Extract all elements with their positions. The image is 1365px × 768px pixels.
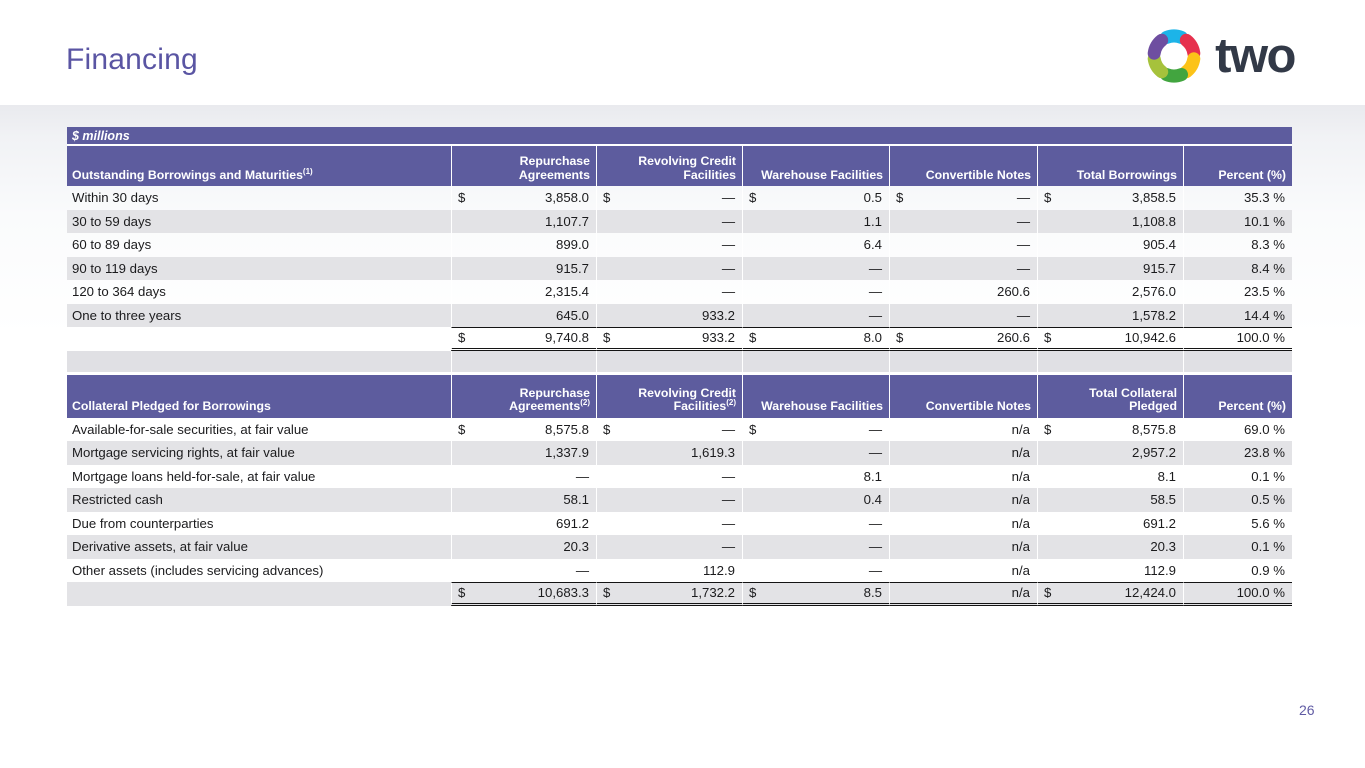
table-cell [1183,186,1292,210]
table-cell [1037,465,1183,489]
table-cell [451,327,596,351]
row-label: Due from counterparties [72,515,214,531]
table-cell [1037,559,1183,583]
table-cell [1037,257,1183,281]
column-header: Repurchase Agreements$^{(2)}$ [451,375,596,418]
table-cell [1183,441,1292,465]
table-cell [596,186,742,210]
table-row [67,418,1292,442]
table-cell [742,327,889,351]
table-cell [451,257,596,281]
table-cell [1183,465,1292,489]
cell-value: 899.0 [555,237,589,253]
table-cell [889,488,1037,512]
table-cell [1037,233,1183,257]
table-cell [742,441,889,465]
cell-value: n/a [1011,492,1030,508]
table-cell [596,304,742,328]
cell-value: — [1016,237,1030,253]
cell-value: — [1016,307,1030,323]
table-row [67,512,1292,536]
table-cell [596,441,742,465]
table-cell [1037,512,1183,536]
cell-value: 691.2 [1142,515,1176,531]
cell-value: — [575,468,589,484]
cell-value: — [868,284,882,300]
row-label: Derivative assets, at fair value [72,539,248,555]
table-spacer [67,351,1292,372]
table-cell [742,186,889,210]
column-header: Percent (%) [1183,146,1292,186]
table-cell [742,488,889,512]
dollar-sign: $ [458,585,466,601]
table-cell [889,327,1037,351]
table-cell [1183,210,1292,234]
table-cell [1183,488,1292,512]
table-row [67,186,1292,210]
dollar-sign: $ [603,421,611,437]
table-cell [596,465,742,489]
cell-value: — [721,468,735,484]
table-cell [596,559,742,583]
column-header: Warehouse Facilities [742,375,889,418]
row-label: Within 30 days [72,190,159,206]
page-number: 26 [1299,702,1315,718]
table-row [67,559,1292,583]
cell-value: 6.4 [863,237,882,253]
cell-value: 3,858.0 [545,190,589,206]
table-cell [889,559,1037,583]
table-cell [1183,535,1292,559]
cell-value: 20.3 [1150,539,1176,555]
column-header: Convertible Notes [889,146,1037,186]
dollar-sign: $ [1044,330,1052,346]
cell-value: 0.4 [863,492,882,508]
table-cell [742,304,889,328]
table-cell [889,512,1037,536]
column-header: Total Borrowings [1037,146,1183,186]
cell-value: — [721,213,735,229]
cell-value: 645.0 [555,307,589,323]
table-cell [889,186,1037,210]
units-label: $ millions [67,127,1292,146]
table-row [67,210,1292,234]
table-cell [889,465,1037,489]
cell-value: 10.1 % [1243,213,1285,229]
table-cell [1183,257,1292,281]
cell-value: — [1016,260,1030,276]
table-cell [889,257,1037,281]
dollar-sign: $ [458,190,466,206]
cell-value: — [721,260,735,276]
cell-value: n/a [1011,468,1030,484]
cell-value: 260.6 [996,330,1030,346]
table-cell [1037,418,1183,442]
column-header: Revolving Credit Facilities$^{(2)}$ [596,375,742,418]
row-label: 90 to 119 days [72,260,158,276]
cell-value: 0.5 [863,190,882,206]
table-cell [451,582,596,606]
cell-value: n/a [1011,445,1030,461]
cell-value: 260.6 [996,284,1030,300]
table-cell [889,233,1037,257]
table-cell [1183,280,1292,304]
table-cell [1183,418,1292,442]
cell-value: 0.9 % [1251,562,1285,578]
table-cell [1037,488,1183,512]
cell-value: 8.1 [863,468,882,484]
cell-value: — [1016,213,1030,229]
table-cell [1183,233,1292,257]
table-cell [451,559,596,583]
table-title: Outstanding Borrowings and Maturities$^{(1)}$ [72,166,313,182]
cell-value: — [721,284,735,300]
row-label: 30 to 59 days [72,213,152,229]
borrowings-table-header [67,146,1292,186]
dollar-sign: $ [603,330,611,346]
table-cell [451,186,596,210]
column-header: Warehouse Facilities [742,146,889,186]
cell-value: 9,740.8 [545,330,589,346]
cell-value: 2,315.4 [545,284,589,300]
row-label [67,582,451,606]
cell-value: 1,619.3 [691,445,735,461]
page-title: Financing [66,43,198,76]
column-header: Convertible Notes [889,375,1037,418]
table-cell [596,280,742,304]
column-header: Percent (%) [1183,375,1292,418]
dollar-sign: $ [1044,585,1052,601]
dollar-sign: $ [896,190,904,206]
dollar-sign: $ [749,330,757,346]
table-row [67,280,1292,304]
table-cell [1037,441,1183,465]
cell-value: 112.9 [1143,562,1176,578]
table-cell [596,210,742,234]
dollar-sign: $ [1044,190,1052,206]
table-cell [451,441,596,465]
total-row [67,582,1292,606]
table-cell [889,304,1037,328]
collateral-table-header [67,375,1292,418]
cell-value: — [721,539,735,555]
cell-value: 5.6 % [1251,515,1285,531]
cell-value: 8.3 % [1251,237,1285,253]
cell-value: — [721,492,735,508]
cell-value: 2,576.0 [1132,284,1176,300]
cell-value: — [721,515,735,531]
table-cell [742,465,889,489]
cell-value: 1,107.7 [545,213,589,229]
cell-value: 1,732.2 [691,585,735,601]
table-row [67,535,1292,559]
cell-value: 58.1 [563,492,589,508]
cell-value: 1,578.2 [1132,307,1176,323]
cell-value: 8.5 [863,585,882,601]
row-label: Other assets (includes servicing advances) [72,562,324,578]
table-cell [742,582,889,606]
row-label: Mortgage servicing rights, at fair value [72,445,295,461]
table-row [67,465,1292,489]
table-cell [596,582,742,606]
cell-value: 20.3 [563,539,589,555]
row-label: 60 to 89 days [72,237,152,253]
total-row [67,327,1292,351]
table-cell [742,280,889,304]
cell-value: — [575,562,589,578]
table-cell [889,210,1037,234]
cell-value: 933.2 [701,307,735,323]
table-cell [742,210,889,234]
cell-value: 691.2 [555,515,589,531]
table-cell [889,418,1037,442]
table-cell [451,280,596,304]
cell-value: 100.0 % [1236,330,1285,346]
cell-value: — [721,237,735,253]
table-cell [451,418,596,442]
cell-value: 12,424.0 [1124,585,1176,601]
table-cell [742,418,889,442]
cell-value: 100.0 % [1236,585,1285,601]
row-label: Available-for-sale securities, at fair value [72,421,309,437]
table-title: Collateral Pledged for Borrowings [72,399,271,413]
cell-value: — [868,515,882,531]
table-cell [596,327,742,351]
cell-value: — [721,421,735,437]
table-cell [1183,559,1292,583]
two-logo [1142,24,1295,88]
dollar-sign: $ [458,330,466,346]
table-row [67,304,1292,328]
dollar-sign: $ [896,330,904,346]
table-row [67,441,1292,465]
cell-value: 905.4 [1142,237,1176,253]
table-cell [1183,304,1292,328]
table-cell [742,512,889,536]
dollar-sign: $ [603,585,611,601]
cell-value: — [721,190,735,206]
dollar-sign: $ [749,190,757,206]
cell-value: 3,858.5 [1132,190,1176,206]
cell-value: 23.5 % [1243,284,1285,300]
cell-value: 10,683.3 [537,585,589,601]
table-cell [742,233,889,257]
cell-value: 915.7 [555,260,589,276]
table-cell [451,233,596,257]
table-cell [1183,582,1292,606]
table-cell [596,512,742,536]
cell-value: 14.4 % [1243,307,1285,323]
cell-value: — [868,421,882,437]
cell-value: — [868,562,882,578]
cell-value: 0.1 % [1251,539,1285,555]
table-cell [889,280,1037,304]
table-row [67,257,1292,281]
row-label: 120 to 364 days [72,284,166,300]
column-header: Repurchase Agreements [451,146,596,186]
table-row [67,233,1292,257]
dollar-sign: $ [458,421,466,437]
table-cell [889,582,1037,606]
row-label: One to three years [72,307,182,323]
cell-value: 23.8 % [1243,445,1285,461]
table-cell [451,488,596,512]
cell-value: 112.9 [702,562,735,578]
table-cell [596,233,742,257]
table-cell [742,559,889,583]
table-cell [596,535,742,559]
cell-value: 1,337.9 [545,445,589,461]
cell-value: 2,957.2 [1132,445,1176,461]
collateral-table-body [67,418,1292,606]
table-cell [451,304,596,328]
table-cell [889,535,1037,559]
table-cell [451,535,596,559]
cell-value: n/a [1011,539,1030,555]
table-row [67,488,1292,512]
cell-value: n/a [1011,515,1030,531]
table-cell [1037,304,1183,328]
collateral-table [67,375,1292,606]
cell-value: 1.1 [863,213,882,229]
table-cell [451,512,596,536]
cell-value: 8.0 [863,330,882,346]
table-cell [596,488,742,512]
row-label: Mortgage loans held-for-sale, at fair value [72,468,316,484]
cell-value: n/a [1011,585,1030,601]
dollar-sign: $ [749,421,757,437]
table-cell [1037,186,1183,210]
cell-value: n/a [1011,562,1030,578]
cell-value: 1,108.8 [1132,213,1176,229]
cell-value: 58.5 [1150,492,1176,508]
cell-value: — [868,307,882,323]
dollar-sign: $ [749,585,757,601]
cell-value: 933.2 [701,330,735,346]
table-cell [1037,535,1183,559]
table-cell [1037,210,1183,234]
column-header: Revolving Credit Facilities [596,146,742,186]
row-label: Restricted cash [72,492,163,508]
borrowings-table-body [67,186,1292,351]
cell-value: — [868,445,882,461]
cell-value: 8.4 % [1251,260,1285,276]
table-cell [596,257,742,281]
cell-value: 69.0 % [1243,421,1285,437]
table-cell [451,210,596,234]
table-cell [1037,280,1183,304]
cell-value: 10,942.6 [1124,330,1176,346]
table-cell [1183,327,1292,351]
dollar-sign: $ [1044,421,1052,437]
cell-value: 8,575.8 [1132,421,1176,437]
table-cell [742,257,889,281]
cell-value: 8.1 [1157,468,1176,484]
cell-value: — [1016,190,1030,206]
two-logo-wordmark: two [1215,29,1295,83]
row-label [67,327,451,351]
cell-value: 915.7 [1142,260,1176,276]
two-logo-mark-icon [1142,24,1206,88]
table-cell [451,465,596,489]
table-cell [889,441,1037,465]
cell-value: — [868,260,882,276]
cell-value: 0.1 % [1251,468,1285,484]
financing-tables [67,127,1292,606]
table-cell [1183,512,1292,536]
column-header: Total Collateral Pledged [1037,375,1183,418]
cell-value: n/a [1011,421,1030,437]
dollar-sign: $ [603,190,611,206]
cell-value: 35.3 % [1243,190,1285,206]
cell-value: — [868,539,882,555]
table-cell [596,418,742,442]
cell-value: 8,575.8 [545,421,589,437]
cell-value: 0.5 % [1251,492,1285,508]
table-cell [1037,582,1183,606]
table-cell [1037,327,1183,351]
table-cell [742,535,889,559]
borrowings-table [67,127,1292,351]
